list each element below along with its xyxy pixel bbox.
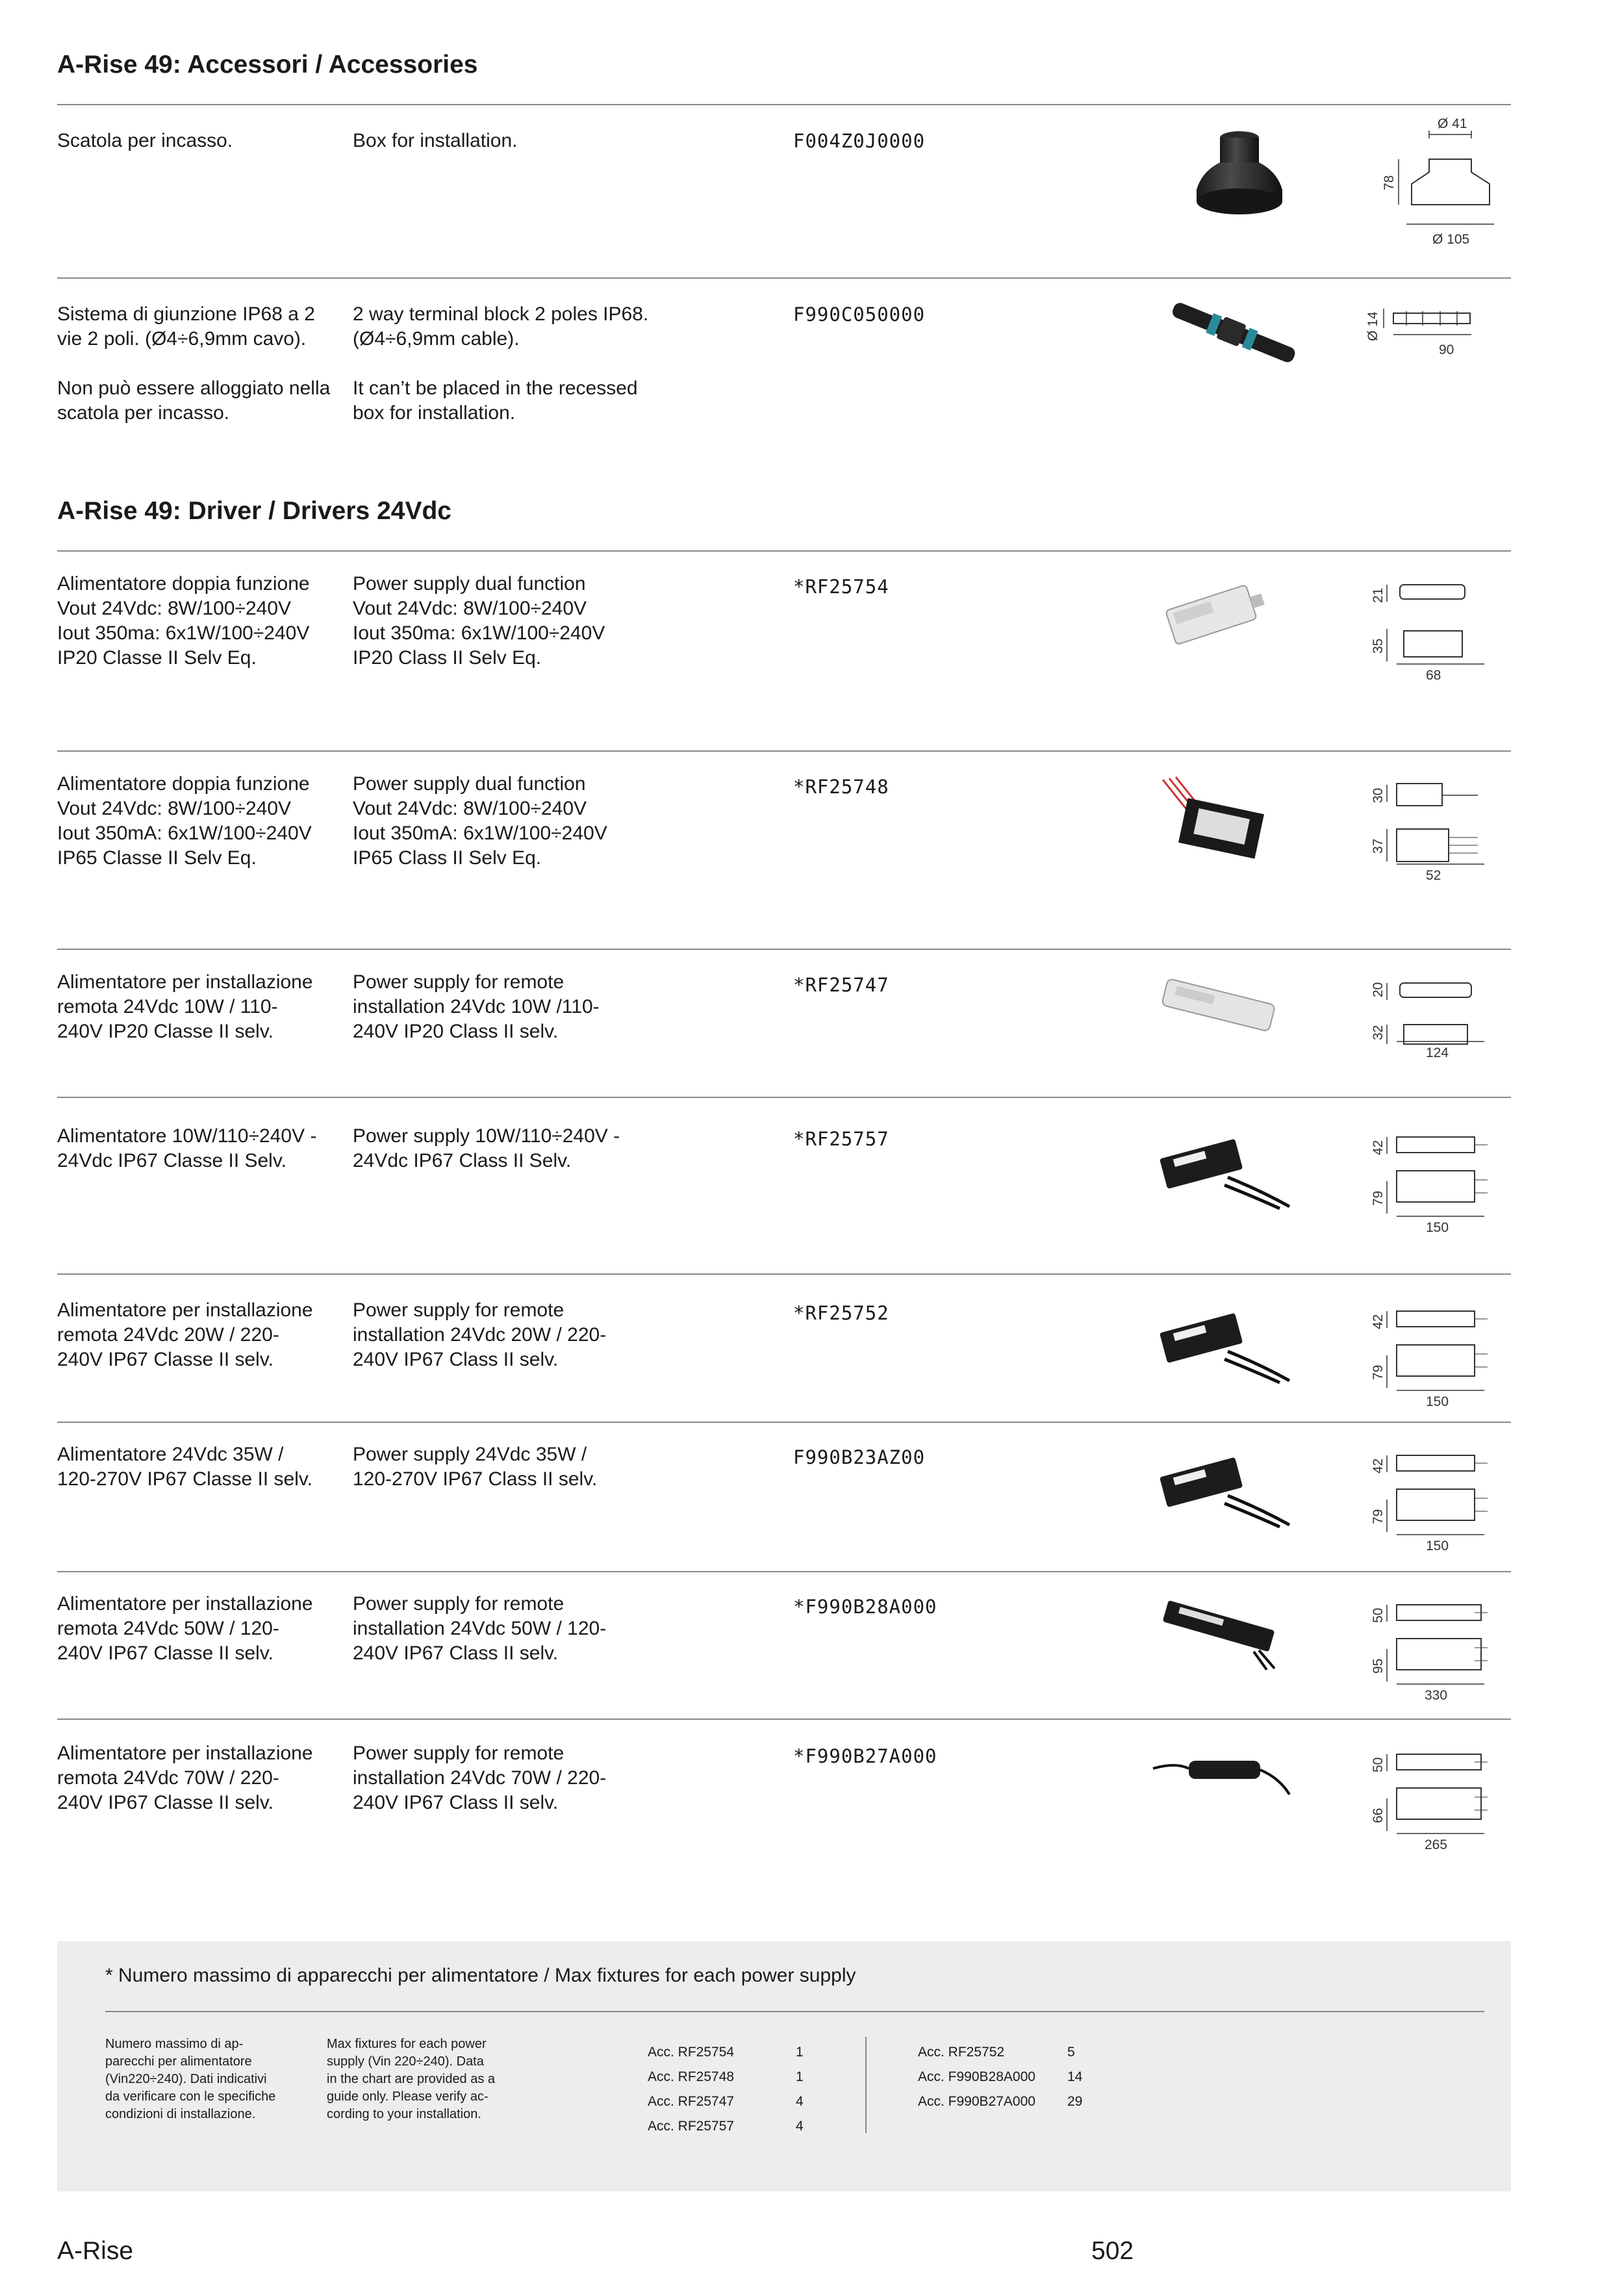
driver-4-english: Power supply 10W/110÷240V - 24Vdc IP67 Class II Selv. — [353, 1125, 620, 1171]
dim-width: 265 — [1425, 1837, 1448, 1852]
dim-height-2: 79 — [1371, 1190, 1386, 1206]
driver-3-english: Power supply for remote installation 24Vdc 10W /110- 240V IP20 Class II selv. — [353, 971, 600, 1042]
driver-4-italian: Alimentatore 10W/110÷240V - 24Vdc IP67 Classe II Selv. — [57, 1125, 317, 1171]
dim-side: 78 — [1382, 175, 1397, 190]
dim-height-2: 79 — [1371, 1364, 1386, 1380]
driver-6-drawing — [1361, 1446, 1491, 1573]
driver-7-italian: Alimentatore per installazione remota 24Vdc 50W / 120- 240V IP67 Classe II selv. — [57, 1593, 313, 1664]
driver-3-code: *RF25747 — [793, 974, 889, 996]
dim-height-1: 50 — [1371, 1757, 1386, 1772]
table-row-value: 4 — [796, 2119, 804, 2134]
table-row-value: 29 — [1067, 2094, 1083, 2109]
divider — [57, 1422, 1511, 1423]
driver-5-italian: Alimentatore per installazione remota 24Vdc 20W / 220- 240V IP67 Classe II selv. — [57, 1299, 313, 1370]
driver-7-code: *F990B28A000 — [793, 1596, 937, 1618]
accessory-1-italian — [57, 129, 336, 153]
driver-2-drawing — [1361, 776, 1491, 902]
driver-6-italian: Alimentatore 24Vdc 35W / 120-270V IP67 Classe II selv. — [57, 1444, 312, 1490]
dim-height-2: 66 — [1371, 1808, 1386, 1823]
divider — [57, 750, 1511, 752]
table-row-label: Acc. F990B27A000 — [918, 2094, 1035, 2109]
table-row-value: 1 — [796, 2045, 804, 2060]
table-separator — [865, 2037, 867, 2133]
driver-5-drawing — [1361, 1302, 1491, 1429]
installation-box-photo — [1189, 125, 1286, 225]
driver-8-italian: Alimentatore per installazione remota 24Vdc 70W / 220- 240V IP67 Classe II selv. — [57, 1743, 313, 1813]
driver-1-english: Power supply dual function Vout 24Vdc: 8W/100÷240V Iout 350ma: 6x1W/100÷240V IP20 Class II Selv Eq. — [353, 573, 605, 669]
driver-8-drawing — [1361, 1745, 1491, 1872]
accessory-2-italian — [57, 302, 336, 426]
accessory-2-code: F990C050000 — [793, 303, 926, 326]
table-row-value: 14 — [1067, 2069, 1083, 2084]
driver-8-code: *F990B27A000 — [793, 1745, 937, 1767]
driver-1-italian: Alimentatore doppia funzione Vout 24Vdc: 8W/100÷240V Iout 350ma: 6x1W/100÷240V IP20 Classe II Selv Eq. — [57, 573, 310, 669]
dim-width: 124 — [1426, 1045, 1449, 1060]
divider — [57, 1097, 1511, 1098]
driver-2-photo — [1150, 773, 1280, 874]
text: Non può essere alloggiato nella scatola per incasso. — [57, 377, 331, 424]
dim-width: 330 — [1425, 1688, 1448, 1703]
terminal-block-drawing — [1361, 302, 1491, 370]
installation-box-drawing — [1367, 114, 1497, 257]
driver-6-code: F990B23AZ00 — [793, 1446, 926, 1468]
table-row-label: Acc. RF25747 — [648, 2094, 735, 2109]
accessories-title: A-Rise 49: Accessori / Accessories — [57, 51, 478, 79]
dim-bottom: Ø 105 — [1432, 232, 1470, 247]
driver-4-drawing — [1361, 1128, 1491, 1255]
dim-height-2: 79 — [1371, 1509, 1386, 1524]
dim-width: 150 — [1426, 1394, 1449, 1409]
page-number: 502 — [1091, 2237, 1134, 2265]
divider — [57, 277, 1511, 279]
driver-4-code: *RF25757 — [793, 1128, 889, 1150]
dim-height-1: 42 — [1371, 1314, 1386, 1329]
dim-width: 150 — [1426, 1220, 1449, 1235]
divider — [57, 1718, 1511, 1720]
table-row-value: 5 — [1067, 2045, 1075, 2060]
note-english: Max fixtures for each power supply (Vin 220÷240). Data in the chart are provided as a guide only. Please verify ac- cording to your installation. — [327, 2037, 496, 2121]
dim-height-1: 42 — [1371, 1458, 1386, 1474]
text: Box for installation. — [353, 130, 518, 151]
driver-6-english: Power supply 24Vdc 35W / 120-270V IP67 Class II selv. — [353, 1444, 598, 1490]
dim-top: Ø 41 — [1438, 116, 1467, 131]
driver-3-italian: Alimentatore per installazione remota 24Vdc 10W / 110- 240V IP20 Classe II selv. — [57, 971, 313, 1042]
driver-7-drawing — [1361, 1596, 1491, 1722]
driver-7-english: Power supply for remote installation 24Vdc 50W / 120- 240V IP67 Class II selv. — [353, 1593, 607, 1664]
driver-7-photo — [1150, 1593, 1293, 1674]
driver-6-photo — [1150, 1444, 1293, 1531]
note-heading: * Numero massimo di apparecchi per alimentatore / Max fixtures for each power supply — [105, 1965, 856, 1986]
table-row-label: Acc. RF25748 — [648, 2069, 735, 2084]
dim-height-1: 42 — [1371, 1140, 1386, 1155]
driver-1-code: *RF25754 — [793, 576, 889, 598]
driver-3-drawing — [1361, 974, 1491, 1075]
driver-8-photo — [1150, 1743, 1293, 1804]
table-row-label: Acc. F990B28A000 — [918, 2069, 1035, 2084]
dim-height-1: 20 — [1371, 982, 1386, 997]
text: Sistema di giunzione IP68 a 2 vie 2 poli. (Ø4÷6,9mm cavo). — [57, 303, 315, 350]
driver-4-photo — [1150, 1125, 1293, 1213]
table-row-value: 1 — [796, 2069, 804, 2084]
accessory-1-code: F004Z0J0000 — [793, 130, 926, 152]
text: It can’t be placed in the recessed box for installation. — [353, 377, 638, 424]
dim-width: 68 — [1426, 668, 1441, 683]
accessory-2-english — [353, 302, 652, 426]
dim-height-2: 37 — [1371, 838, 1386, 854]
divider — [57, 550, 1511, 552]
dim-height-1: 30 — [1371, 787, 1386, 803]
text: 2 way terminal block 2 poles IP68. (Ø4÷6,9mm cable). — [353, 303, 649, 350]
driver-1-photo — [1150, 573, 1280, 661]
driver-2-italian: Alimentatore doppia funzione Vout 24Vdc: 8W/100÷240V Iout 350mA: 6x1W/100÷240V IP65 Classe II Selv Eq. — [57, 773, 312, 869]
table-row-label: Acc. RF25754 — [648, 2045, 735, 2060]
text: Scatola per incasso. — [57, 130, 233, 151]
dim-height-2: 32 — [1371, 1025, 1386, 1040]
dim-height-2: 35 — [1371, 638, 1386, 654]
dim-side: Ø 14 — [1365, 311, 1380, 341]
divider — [105, 2011, 1484, 2012]
dim-bottom: 90 — [1439, 342, 1454, 357]
dim-width: 150 — [1426, 1539, 1449, 1553]
note-italian: Numero massimo di ap- parecchi per alimentatore (Vin220÷240). Dati indicativi da verificare con le specifiche condizioni di installazione. — [105, 2037, 276, 2121]
driver-2-code: *RF25748 — [793, 776, 889, 798]
table-row-value: 4 — [796, 2094, 804, 2109]
dim-width: 52 — [1426, 868, 1441, 883]
drivers-title: A-Rise 49: Driver / Drivers 24Vdc — [57, 497, 451, 525]
driver-8-english: Power supply for remote installation 24Vdc 70W / 220- 240V IP67 Class II selv. — [353, 1743, 607, 1813]
table-row-label: Acc. RF25752 — [918, 2045, 1005, 2060]
divider — [57, 949, 1511, 950]
divider — [57, 1571, 1511, 1572]
driver-1-drawing — [1361, 576, 1491, 702]
dim-height-1: 21 — [1371, 587, 1386, 603]
driver-5-photo — [1150, 1299, 1293, 1387]
accessory-1-english — [353, 129, 652, 153]
driver-3-photo — [1150, 971, 1293, 1046]
divider — [57, 104, 1511, 105]
table-row-label: Acc. RF25757 — [648, 2119, 735, 2134]
dim-height-2: 95 — [1371, 1658, 1386, 1674]
driver-5-code: *RF25752 — [793, 1302, 889, 1324]
divider — [57, 1273, 1511, 1275]
dim-height-1: 50 — [1371, 1607, 1386, 1623]
terminal-block-photo — [1163, 299, 1306, 367]
driver-2-english: Power supply dual function Vout 24Vdc: 8W/100÷240V Iout 350mA: 6x1W/100÷240V IP65 Class II Selv Eq. — [353, 773, 607, 869]
footer-product: A-Rise — [57, 2237, 134, 2265]
driver-5-english: Power supply for remote installation 24Vdc 20W / 220- 240V IP67 Class II selv. — [353, 1299, 607, 1370]
